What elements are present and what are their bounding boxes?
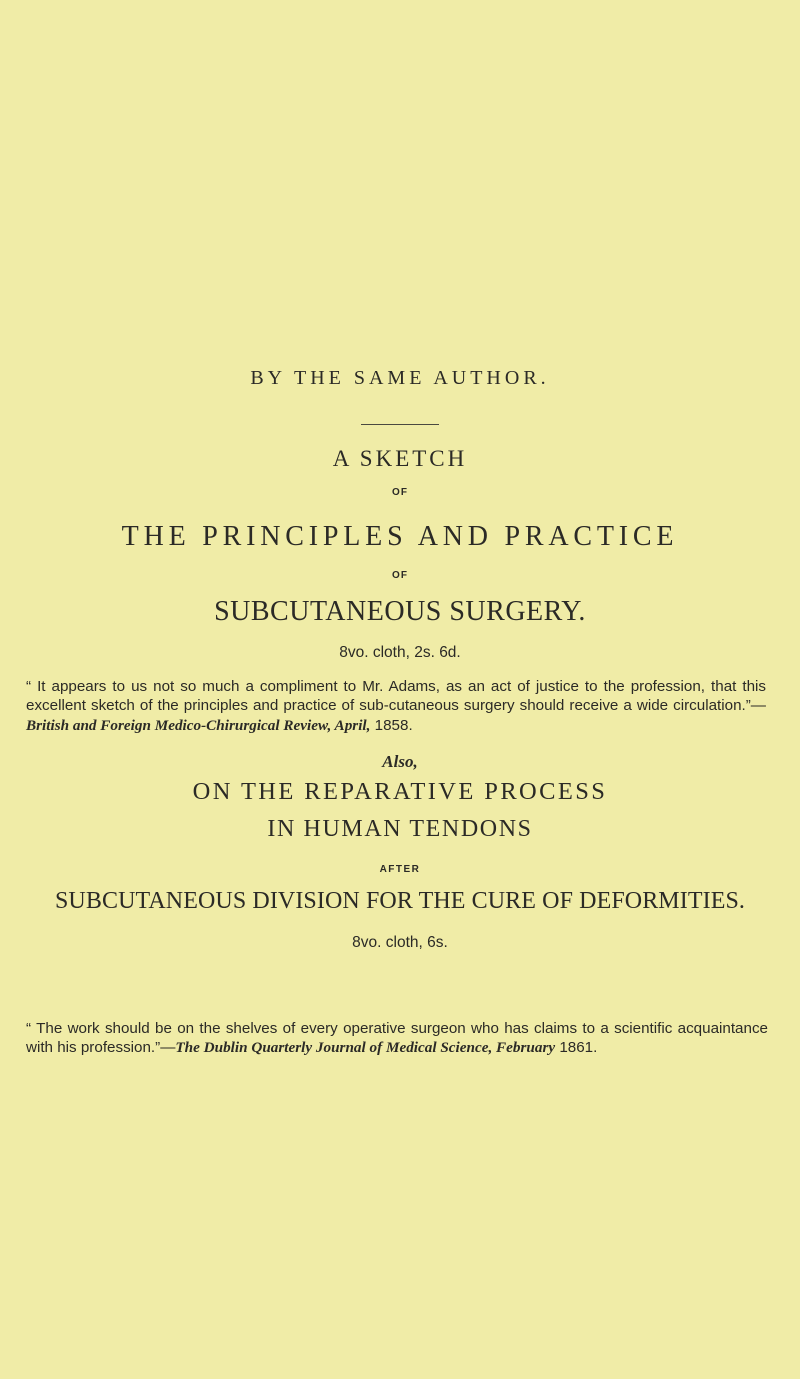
book1-title-line3: SUBCUTANEOUS SURGERY. — [214, 596, 586, 627]
book1-of-connector-2: OF — [392, 570, 408, 581]
book1-review-year: 1858. — [370, 716, 413, 734]
book1-of-connector-1: OF — [392, 487, 408, 498]
book1-review-quote — [26, 677, 766, 735]
book2-review-quote — [26, 1019, 768, 1058]
book1-price: 8vo. cloth, 2s. 6d. — [339, 644, 461, 661]
book2-review-source: The Dublin Quarterly Journal of Medical Science, February — [175, 1039, 556, 1057]
book2-price: 8vo. cloth, 6s. — [352, 934, 448, 951]
book1-review-source: British and Foreign Medico-Chirurgical Review, April, — [26, 716, 371, 734]
book2-review-year: 1861. — [555, 1039, 598, 1057]
book2-after-connector: AFTER — [379, 864, 421, 875]
book2-title-line3: SUBCUTANEOUS DIVISION FOR THE CURE OF DEFORMITIES. — [54, 888, 746, 914]
divider-rule — [361, 424, 439, 425]
also-heading: Also, — [382, 752, 418, 771]
book1-review-text: “ It appears to us not so much a compliment to Mr. Adams, as an act of justice to the profession, that this excellent sketch of the principles and practice of sub-cutaneous surgery should receive a wide circulation.”— — [26, 678, 766, 715]
book1-title-line2: THE PRINCIPLES AND PRACTICE — [121, 521, 679, 552]
book1-title-line1: A SKETCH — [332, 446, 468, 471]
book2-title-line2: IN HUMAN TENDONS — [267, 816, 533, 842]
book2-review-text: “ The work should be on the shelves of every operative surgeon who has claims to a scientific acquaintance with his profession.”— — [26, 1020, 768, 1057]
book2-title-line1: ON THE REPARATIVE PROCESS — [192, 778, 608, 805]
by-same-author-heading: BY THE SAME AUTHOR. — [250, 367, 550, 389]
